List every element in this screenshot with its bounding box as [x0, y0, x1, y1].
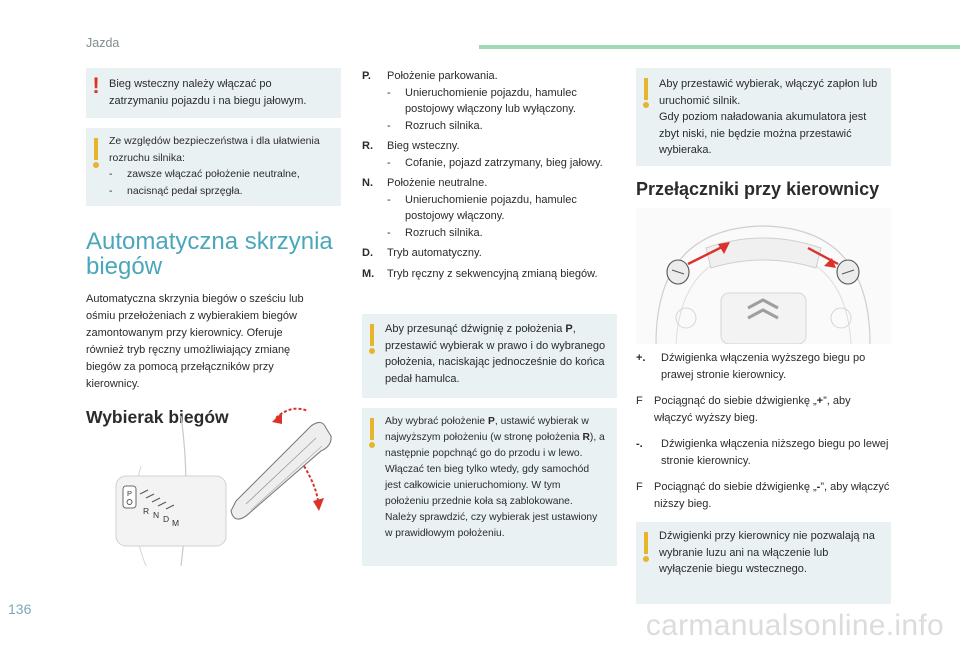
- info-icon: [370, 418, 374, 440]
- info-icon: [644, 78, 648, 100]
- info-icon: [370, 324, 374, 346]
- check-icon: F: [636, 395, 643, 407]
- warning-text: Bieg wsteczny należy włączać po zatrzymaniu pojazdu i na biegu jałowym.: [109, 78, 307, 107]
- def-d: D. Tryb automatyczny.: [362, 247, 482, 259]
- gear-letter-m: M: [172, 518, 180, 528]
- def-m: M. Tryb ręczny z sekwencyjną zmianą biegów.: [362, 267, 598, 280]
- page-title-line1: Automatyczna skrzynia: [86, 228, 333, 255]
- list-item: - nacisnąć pedał sprzęgła.: [109, 183, 333, 200]
- section-label: Jazda: [86, 36, 120, 50]
- section-auto-gearbox: [86, 230, 341, 428]
- info-box-move-lever: Aby przesunąć dźwignię z położenia P, przestawić wybierak w prawo i do wybranego położenia, naciskając jednocześnie do końca pedał hamulca.: [362, 314, 617, 398]
- warning-box: [86, 68, 341, 118]
- warning-icon: !: [92, 73, 100, 98]
- subheading-paddles: Przełączniki przy kierownicy: [636, 179, 880, 199]
- list-item: - zawsze włączać położenie neutralne,: [109, 166, 333, 183]
- info-box-paddles: Dźwigienki przy kierownicy nie pozwalają na wybranie luzu ani na włączenie lub wyłączenie biegu wstecznego.: [636, 522, 891, 604]
- info-icon: [94, 138, 98, 160]
- def-plus: +. Dźwigienka włączenia wyższego biegu po prawej stronie kierownicy.: [636, 352, 866, 381]
- check-icon: F: [636, 481, 643, 493]
- page-number: 136: [8, 601, 32, 617]
- left-paddle-icon: [667, 260, 689, 284]
- def-r: R. Bieg wsteczny. - Cofanie, pojazd zatrzymany, bieg jałowy.: [362, 138, 617, 171]
- gear-letter-n: N: [153, 510, 160, 520]
- watermark: carmanualsonline.info: [645, 609, 944, 642]
- subheading-selector: Wybierak biegów: [86, 407, 229, 427]
- info-icon: [644, 532, 648, 554]
- action-downshift: F Pociągnąć do siebie dźwigienkę „-”, aby włączyć niższy bieg.: [636, 481, 890, 510]
- info-box-ignition: Aby przestawić wybierak, włączyć zapłon lub uruchomić silnik. Gdy poziom naładowania akumulatora jest zbyt niski, nie będzie można przestawić wybieraka.: [636, 68, 891, 166]
- info-intro: Ze względów bezpieczeństwa i dla ułatwienia rozruchu silnika:: [109, 135, 320, 164]
- def-minus: -. Dźwigienka włączenia niższego biegu po lewej stronie kierownicy.: [636, 438, 889, 467]
- def-p: P. Położenie parkowania. - Unieruchomienie pojazdu, hamulec postojowy włączony lub wyłączony. - Rozruch silnika.: [362, 68, 617, 134]
- gear-letter-r: R: [143, 506, 150, 516]
- paddle-definitions: [636, 350, 891, 512]
- gear-letter-d: D: [163, 514, 170, 524]
- position-definitions: [362, 68, 617, 282]
- gear-selector-drawing: [86, 406, 341, 576]
- page-title-line2: biegów: [86, 253, 163, 280]
- steering-paddles-illustration: [636, 208, 891, 344]
- intro-paragraph: Automatyczna skrzynia biegów o sześciu lub ośmiu przełożeniach z wybierakiem biegów zamontowanym przy kierownicy. Oferuje również tryb ręczny umożliwiający zmianę biegów za pomocą przełączników przy kierownicy.: [86, 293, 304, 390]
- def-n: N. Położenie neutralne. - Unieruchomienie pojazdu, hamulec postojowy włączony. - Rozruch silnika.: [362, 175, 617, 241]
- steering-wheel-drawing: [636, 208, 891, 344]
- gear-selector-illustration: [86, 406, 341, 576]
- gear-letter-p: P: [126, 489, 133, 498]
- info-box-safety: [86, 128, 341, 206]
- right-paddle-icon: [837, 260, 859, 284]
- info-box-park: Aby wybrać położenie P, ustawić wybierak w najwyższym położeniu (w stronę położenia R), a następnie popchnąć go do przodu i w lewo. Włączać ten bieg tylko wtedy, gdy samochód jest całkowicie unieruchomiony. W tym położeniu przednie koła są zablokowane. Należy sprawdzić, czy wybierak jest ustawiony w prawidłowym położeniu.: [362, 408, 617, 566]
- header-bar: [479, 45, 960, 49]
- action-upshift: F Pociągnąć do siebie dźwigienkę „+”, aby włączyć wyższy bieg.: [636, 395, 851, 424]
